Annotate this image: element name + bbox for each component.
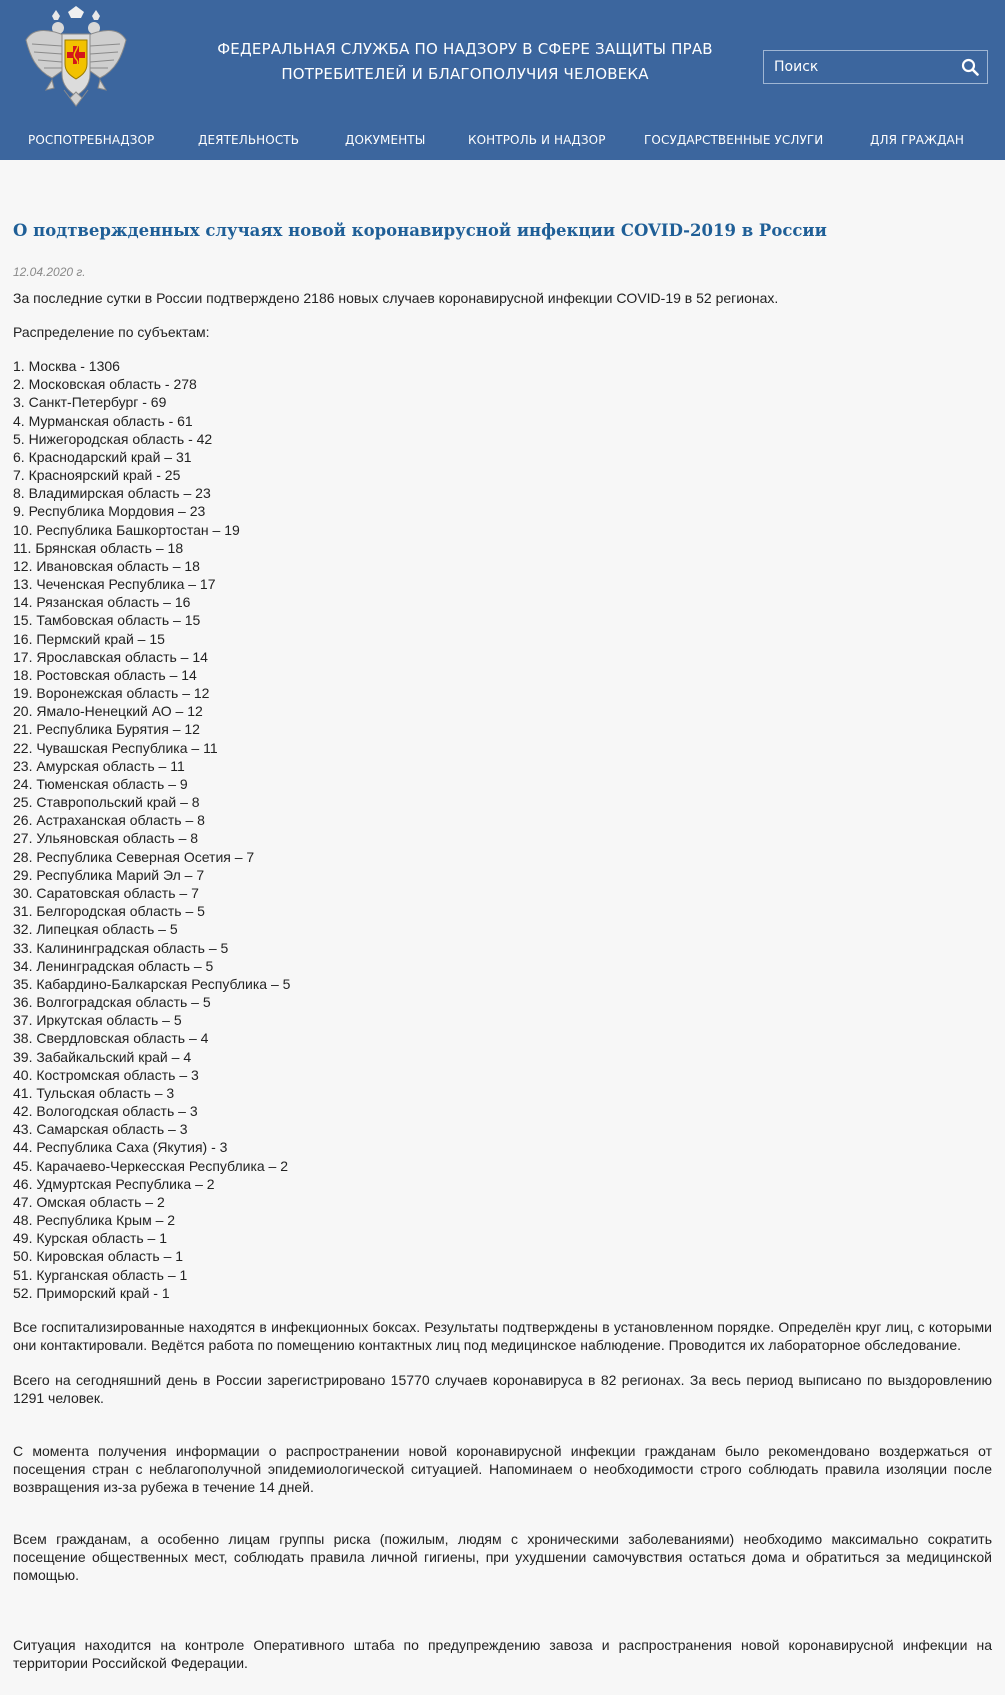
list-item: 1. Москва - 1306 [13,358,120,374]
list-item: 29. Республика Марий Эл – 7 [13,866,205,883]
hospitalized-paragraph: Все госпитализированные находятся в инфекционных боксах. Результаты подтверждены в установленном порядке. Определён круг лиц, с которыми они контактировали. Ведётся работа по помещению контактных лиц под медицинское наблюдение. Проводится их лабораторное обследование. [13,1318,992,1353]
list-item: 7. Красноярский край - 25 [13,467,181,484]
list-item: 18. Ростовская область – 14 [13,666,197,683]
list-item: 5. Нижегородская область - 42 [13,430,213,447]
list-item: 49. Курская область – 1 [13,1230,168,1247]
list-item: 6. Краснодарский край – 31 [13,448,192,465]
nav-item-rospotrebnadzor[interactable]: РОСПОТРЕБНАДЗОР [28,133,155,147]
list-item: 14. Рязанская область – 16 [13,594,191,611]
list-item: 50. Кировская область – 1 [13,1248,184,1265]
distribution-heading: Распределение по субъектам: [13,324,210,340]
site-title-line-1: ФЕДЕРАЛЬНАЯ СЛУЖБА ПО НАДЗОРУ В СФЕРЕ ЗАЩИТЫ ПРАВ [217,40,713,58]
list-item: 13. Чеченская Республика – 17 [13,576,216,593]
list-item: 41. Тульская область – 3 [13,1084,175,1101]
list-item: 15. Тамбовская область – 15 [13,612,201,629]
list-item: 42. Вологодская область – 3 [13,1103,198,1120]
search-icon[interactable] [961,58,979,76]
list-item: 28. Республика Северная Осетия – 7 [13,848,255,865]
list-item: 30. Саратовская область – 7 [13,884,199,901]
region-list [13,357,992,1302]
site-title [190,37,740,87]
list-item: 34. Ленинградская область – 5 [13,957,214,974]
list-item: 11. Брянская область – 18 [13,539,184,556]
list-item: 47. Омская область – 2 [13,1193,165,1210]
list-item: 20. Ямало-Ненецкий АО – 12 [13,703,203,720]
list-item: 2. Московская область - 278 [13,376,197,393]
list-item: 26. Астраханская область – 8 [13,812,205,829]
search-input[interactable] [764,51,954,83]
list-item: 39. Забайкальский край – 4 [13,1048,192,1065]
emblem-logo[interactable] [22,6,130,118]
list-item: 43. Самарская область – 3 [13,1121,188,1138]
list-item: 19. Воронежская область – 12 [13,685,210,702]
nav-item-public-services[interactable]: ГОСУДАРСТВЕННЫЕ УСЛУГИ [644,133,824,147]
nav-item-documents[interactable]: ДОКУМЕНТЫ [345,133,426,147]
list-item: 24. Тюменская область – 9 [13,775,188,792]
list-item: 46. Удмуртская Республика – 2 [13,1175,215,1192]
list-item: 31. Белгородская область – 5 [13,903,205,920]
article-date: 12.04.2020 г. [13,265,86,279]
list-item: 10. Республика Башкортостан – 19 [13,521,240,538]
article-title: О подтвержденных случаях новой коронавирусной инфекции COVID-2019 в России [13,221,827,240]
list-item: 27. Ульяновская область – 8 [13,830,199,847]
list-item: 51. Курганская область – 1 [13,1266,188,1283]
list-item: 44. Республика Саха (Якутия) - 3 [13,1139,228,1156]
total-paragraph: Всего на сегодняшний день в России зарегистрировано 15770 случаев коронавируса в 82 регионах. За весь период выписано по выздоровлению 1291 человек. [13,1371,992,1406]
list-item: 4. Мурманская область - 61 [13,412,193,429]
nav-item-activity[interactable]: ДЕЯТЕЛЬНОСТЬ [198,133,300,147]
list-item: 21. Республика Бурятия – 12 [13,721,200,738]
list-item: 52. Приморский край - 1 [13,1284,170,1301]
list-item: 25. Ставропольский край – 8 [13,794,200,811]
list-item: 36. Волгоградская область – 5 [13,994,211,1011]
list-item: 9. Республика Мордовия – 23 [13,503,206,520]
list-item: 17. Ярославская область – 14 [13,648,208,665]
search-box [763,50,988,84]
intro-paragraph: За последние сутки в России подтверждено 2186 новых случаев коронавирусной инфекции COVID-19 в 52 регионах. [13,290,779,306]
list-item: 22. Чувашская Республика – 11 [13,739,218,756]
list-item: 8. Владимирская область – 23 [13,485,211,502]
main-nav [0,127,1005,155]
risk-group-paragraph: Всем гражданам, а особенно лицам группы риска (пожилым, людям с хроническими заболеваниями) необходимо максимально сократить посещение общественных мест, соблюдать правила личной гигиены, при ухудшении самочувствия остаться дома и обратиться за медицинской помощью. [13,1530,992,1583]
list-item: 3. Санкт-Петербург - 69 [13,394,167,411]
list-item: 45. Карачаево-Черкесская Республика – 2 [13,1157,289,1174]
nav-item-for-citizens[interactable]: ДЛЯ ГРАЖДАН [870,133,964,147]
recommendation-paragraph: С момента получения информации о распространении новой коронавирусной инфекции гражданам было рекомендовано воздержаться от посещения стран с неблагополучной эпидемиологической ситуацией. Напоминаем о необходимости строго соблюдать правила изоляции после возвращения из-за рубежа в течение 14 дней. [13,1442,992,1495]
nav-item-control[interactable]: КОНТРОЛЬ И НАДЗОР [468,133,606,147]
list-item: 48. Республика Крым – 2 [13,1212,176,1229]
site-header [0,0,1005,160]
site-title-line-2: ПОТРЕБИТЕЛЕЙ И БЛАГОПОЛУЧИЯ ЧЕЛОВЕКА [281,65,649,83]
list-item: 38. Свердловская область – 4 [13,1030,209,1047]
list-item: 32. Липецкая область – 5 [13,921,178,938]
article [0,160,1005,1672]
list-item: 40. Костромская область – 3 [13,1066,199,1083]
list-item: 12. Ивановская область – 18 [13,557,200,574]
double-headed-eagle-emblem-icon [22,6,130,118]
list-item: 23. Амурская область – 11 [13,757,185,774]
list-item: 37. Иркутская область – 5 [13,1012,182,1029]
list-item: 35. Кабардино-Балкарская Республика – 5 [13,975,291,992]
control-paragraph: Ситуация находится на контроле Оперативного штаба по предупреждению завоза и распространения новой коронавирусной инфекции на территории Российской Федерации. [13,1636,992,1671]
list-item: 33. Калининградская область – 5 [13,939,229,956]
list-item: 16. Пермский край – 15 [13,630,165,647]
